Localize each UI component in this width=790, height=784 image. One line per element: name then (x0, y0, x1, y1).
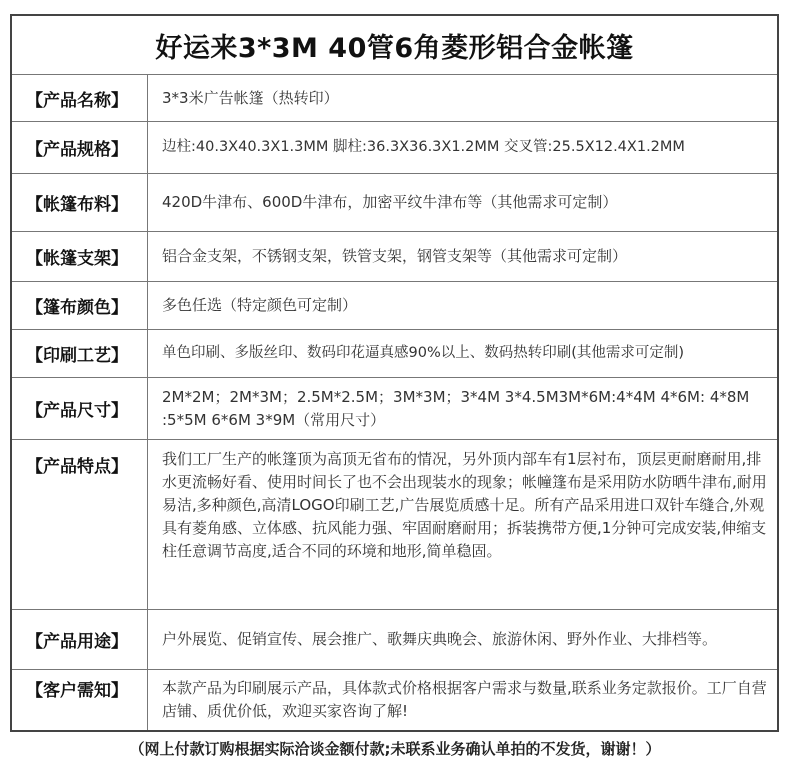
row-label: 【客户需知】 (12, 670, 148, 730)
table-row (12, 75, 777, 122)
page-title: 好运来3*3M 40管6角菱形铝合金帐篷 (12, 16, 777, 75)
footer-note: （网上付款订购根据实际洽谈金额付款;未联系业务确认单拍的不发货，谢谢！） (129, 740, 661, 758)
table-row (12, 610, 777, 670)
row-label: 【产品名称】 (12, 75, 148, 121)
row-label: 【产品尺寸】 (12, 378, 148, 439)
row-value: 户外展览、促销宣传、展会推广、歌舞庆典晚会、旅游休闲、野外作业、大排档等。 (162, 630, 718, 648)
table-row (12, 282, 777, 330)
row-value: 3*3米广告帐篷（热转印） (162, 88, 339, 107)
row-value: 2M*2M；2M*3M；2.5M*2.5M；3M*3M；3*4M 3*4.5M3M*6M:4*4M 4*6M: 4*8M :5*5M 6*6M 3*9M（常用尺寸） (162, 387, 750, 429)
row-label: 【产品用途】 (12, 610, 148, 669)
row-value: 我们工厂生产的帐篷顶为高顶无省布的情况，另外顶内部车有1层衬布，顶层更耐磨耐用,排水更流畅好看、使用时间长了也不会出现装水的现象；帐幢篷布是采用防水防晒牛津布,耐用易洁,多种颜色,高清LOGO印刷工艺,广告展览质感十足。所有产品采用进口双针车缝合,外观具有菱角感、立体感、抗风能力强、牢固耐磨耐用；拆装携带方便,1分钟可完成安装,伸缩支柱任意调节高度,适合不同的环境和地形,简单稳固。 (162, 450, 767, 560)
row-label: 【篷布颜色】 (12, 282, 148, 329)
table-row (12, 174, 777, 232)
table-row (12, 378, 777, 440)
table-row (12, 232, 777, 282)
table-row (12, 330, 777, 378)
table-row (12, 440, 777, 610)
table-row (12, 122, 777, 174)
table-row (12, 670, 777, 730)
product-spec-table (10, 14, 779, 732)
row-label: 【帐篷支架】 (12, 232, 148, 281)
row-value: 边柱:40.3X40.3X1.3MM 脚柱:36.3X36.3X1.2MM 交叉管:25.5X12.4X1.2MM (162, 139, 685, 155)
row-label: 【产品特点】 (12, 440, 148, 609)
row-value: 多色任选（特定颜色可定制） (162, 296, 358, 314)
row-value: 铝合金支架，不锈钢支架，铁管支架，钢管支架等（其他需求可定制） (162, 247, 628, 265)
row-value: 本款产品为印刷展示产品，具体款式价格根据客户需求与数量,联系业务定款报价。工厂自营店铺、质优价低，欢迎买家咨询了解! (162, 679, 767, 720)
row-value: 单色印刷、多版丝印、数码印花逼真感90%以上、数码热转印刷(其他需求可定制) (162, 345, 685, 361)
row-value: 420D牛津布、600D牛津布，加密平纹牛津布等（其他需求可定制） (162, 193, 618, 211)
row-label: 【帐篷布料】 (12, 174, 148, 231)
row-label: 【产品规格】 (12, 122, 148, 173)
row-label: 【印刷工艺】 (12, 330, 148, 377)
